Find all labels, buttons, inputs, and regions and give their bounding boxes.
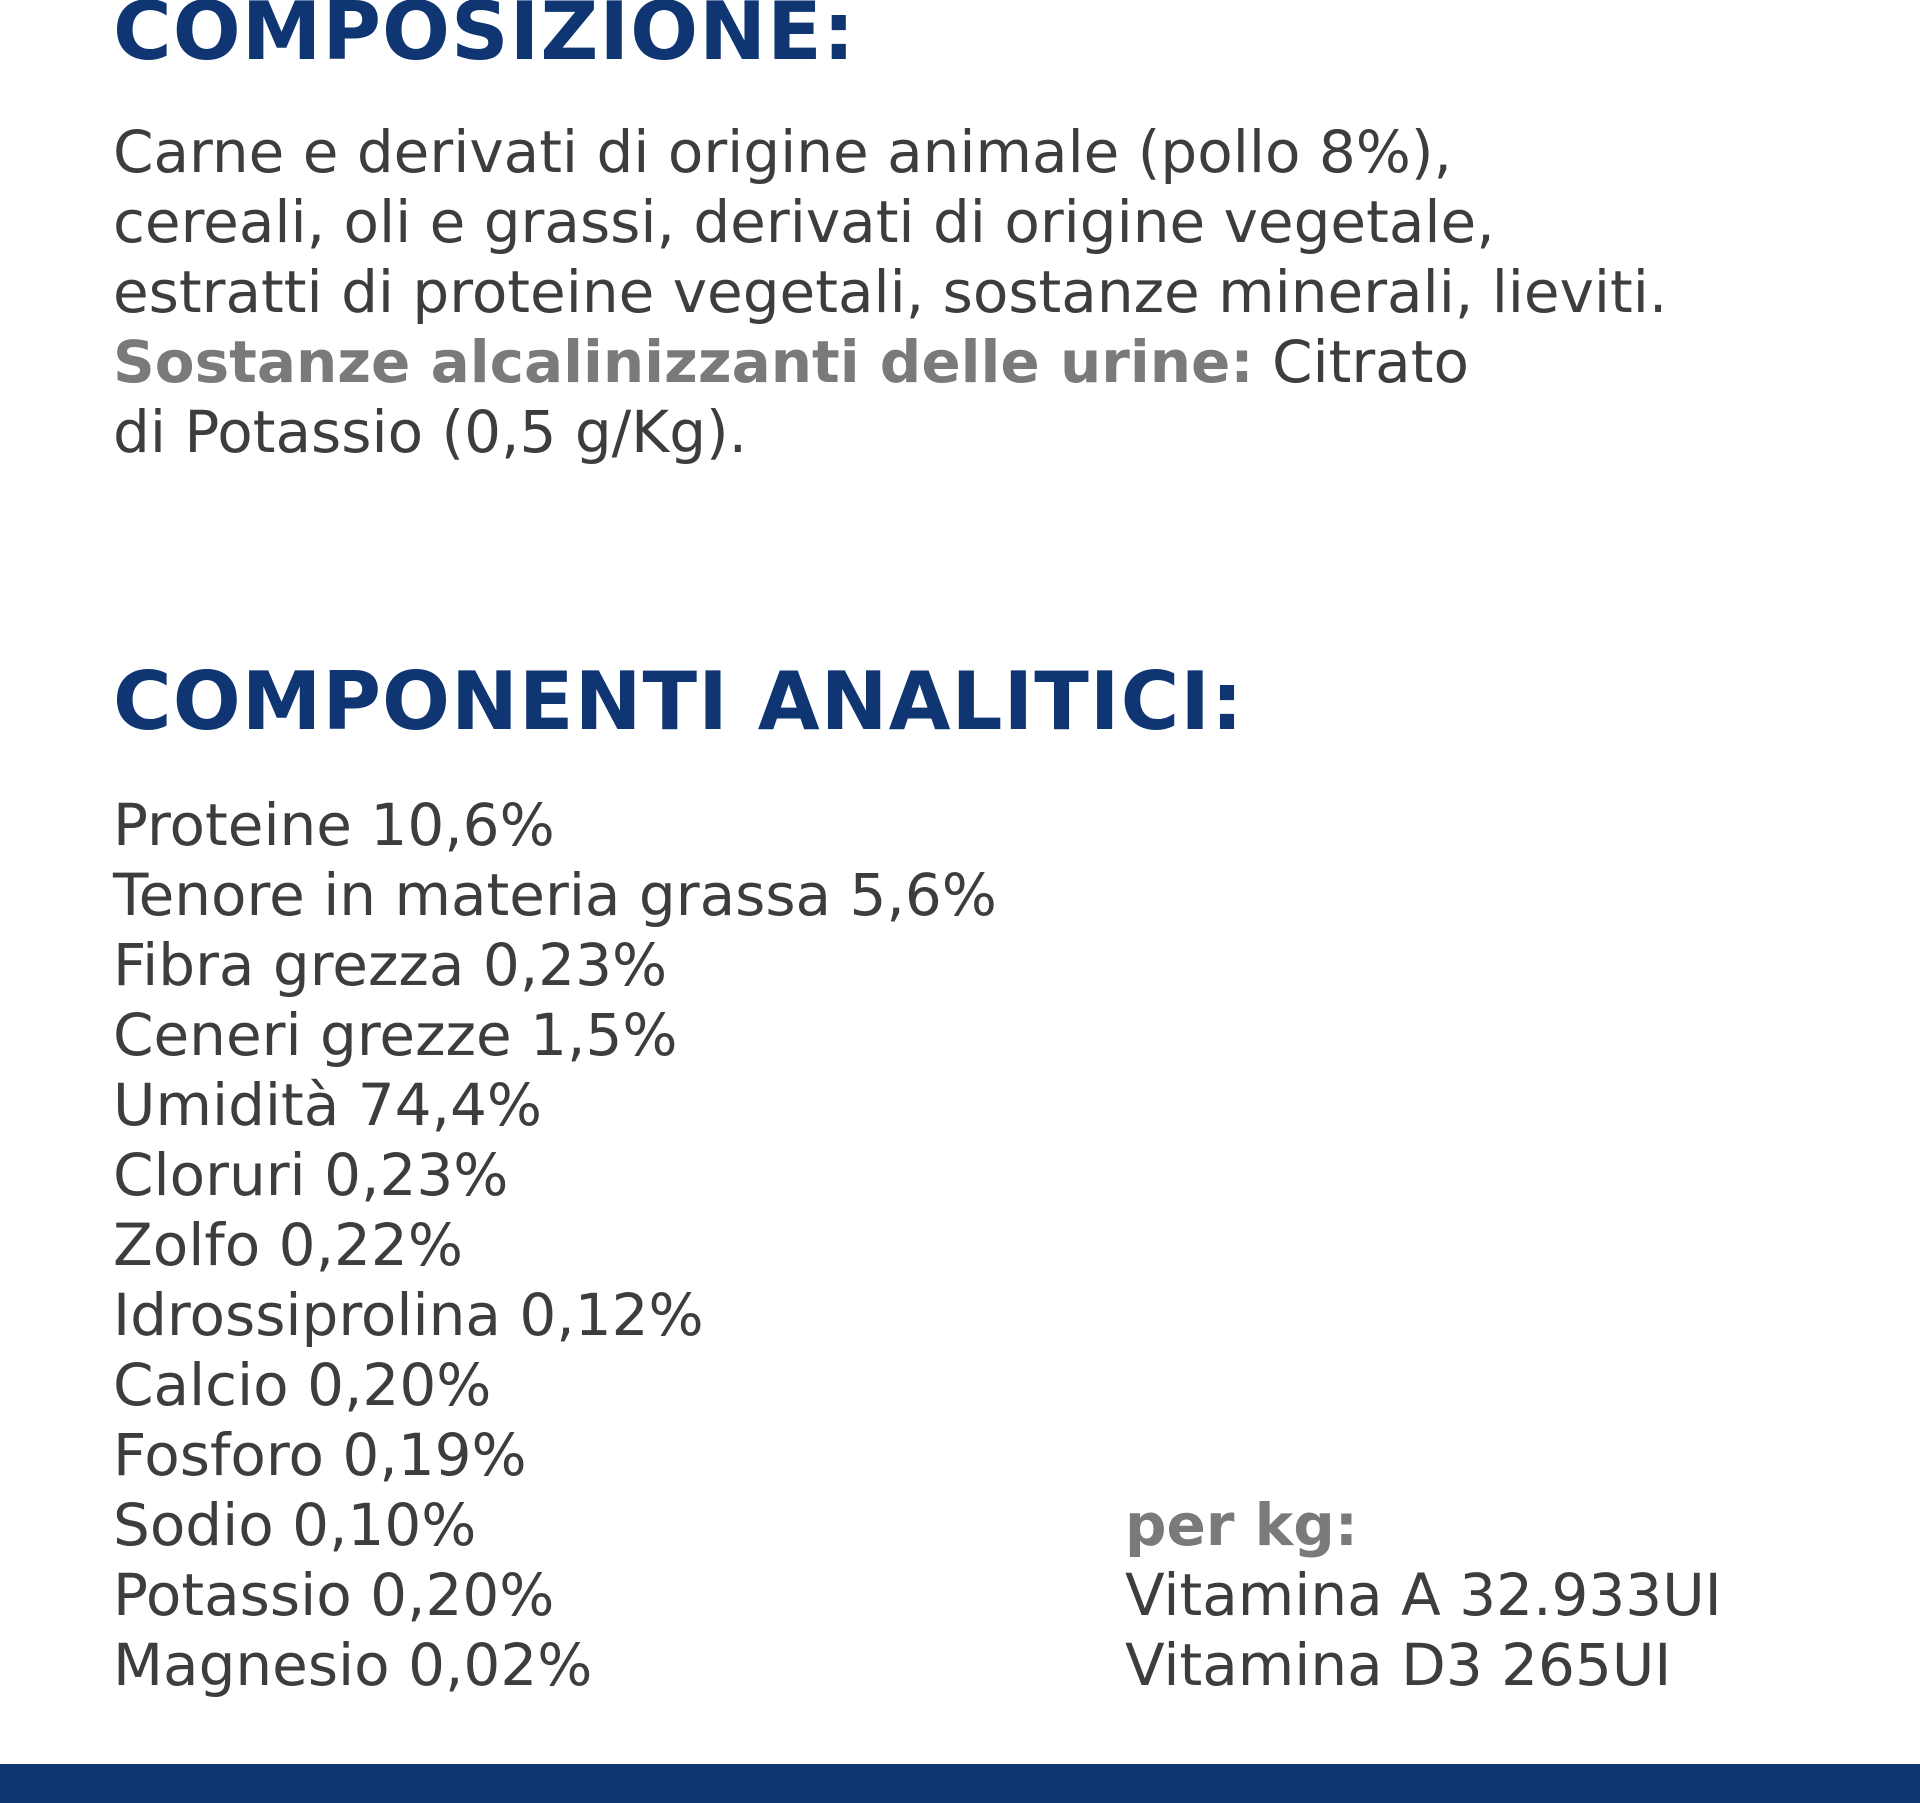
alkalizing-value-continued: di Potassio (0,5 g/Kg). (113, 398, 748, 466)
analytical-item-umidita: Umidità 74,4% (113, 1071, 542, 1139)
analytical-item-calcio: Calcio 0,20% (113, 1351, 492, 1419)
composition-line: estratti di proteine vegetali, sostanze minerali, lieviti. (113, 258, 1668, 326)
analytical-item-magnesio: Magnesio 0,02% (113, 1631, 593, 1699)
per-kg-block (1125, 1490, 1722, 1700)
alkalizing-value: Citrato (1253, 328, 1469, 396)
analytical-item-cloruri: Cloruri 0,23% (113, 1141, 509, 1209)
analytical-heading: COMPONENTI ANALITICI: (113, 655, 1245, 748)
composition-line: cereali, oli e grassi, derivati di origine vegetale, (113, 188, 1495, 256)
analytical-list (113, 790, 997, 1700)
analytical-item-idrossiprolina: Idrossiprolina 0,12% (113, 1281, 704, 1349)
alkalizing-label: Sostanze alcalinizzanti delle urine: (113, 328, 1254, 396)
analytical-item-fosforo: Fosforo 0,19% (113, 1421, 527, 1489)
composition-text (113, 117, 1903, 467)
alkalizing-line (113, 327, 1903, 397)
vitamin-d3: Vitamina D3 265UI (1125, 1631, 1672, 1699)
analytical-item-ceneri: Ceneri grezze 1,5% (113, 1001, 678, 1069)
composition-line: Carne e derivati di origine animale (pollo 8%), (113, 118, 1452, 186)
bottom-bar (0, 1764, 1920, 1803)
analytical-item-sodio: Sodio 0,10% (113, 1491, 477, 1559)
analytical-item-proteine: Proteine 10,6% (113, 791, 555, 859)
analytical-item-grassi: Tenore in materia grassa 5,6% (113, 861, 997, 929)
vitamin-a: Vitamina A 32.933UI (1125, 1561, 1722, 1629)
analytical-item-fibra: Fibra grezza 0,23% (113, 931, 668, 999)
composition-heading: COMPOSIZIONE: (113, 0, 856, 78)
analytical-item-potassio: Potassio 0,20% (113, 1561, 555, 1629)
per-kg-label: per kg: (1125, 1491, 1358, 1559)
analytical-item-zolfo: Zolfo 0,22% (113, 1211, 463, 1279)
